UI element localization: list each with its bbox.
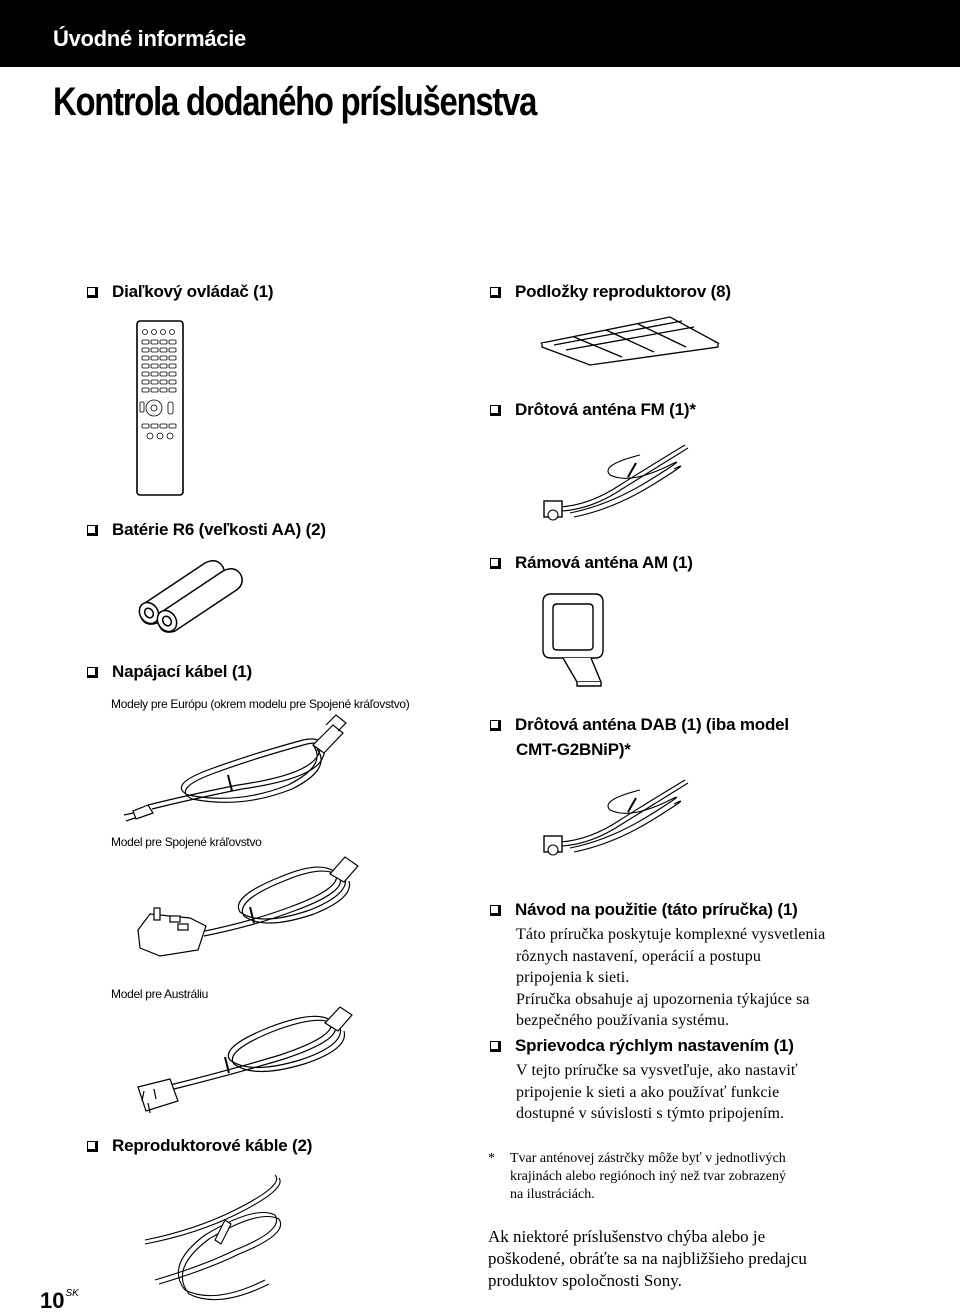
item-label: Reproduktorové káble (2) xyxy=(112,1136,313,1155)
text-line: V tejto príručke sa vysvetľuje, ako nastaviť xyxy=(516,1062,798,1079)
remote-control-illustration xyxy=(130,318,190,498)
text-line: produktov spoločnosti Sony. xyxy=(488,1271,682,1290)
item-label: Drôtová anténa DAB (1) (iba model xyxy=(515,715,789,734)
section-title: Úvodné informácie xyxy=(53,26,246,51)
checkbox-icon xyxy=(490,558,501,569)
quick-guide-description xyxy=(516,1060,798,1125)
item-remote xyxy=(87,282,273,302)
item-label: Drôtová anténa FM (1)* xyxy=(515,400,696,419)
text-line: pripojenia k sieti. xyxy=(516,969,630,986)
footnote xyxy=(510,1150,786,1204)
section-header-bar xyxy=(0,0,960,67)
page-language: SK xyxy=(65,1288,79,1299)
text-line: pripojenie k sieti a ako používať funkcie xyxy=(516,1083,780,1101)
am-antenna-illustration xyxy=(535,590,615,688)
speaker-pads-illustration xyxy=(540,313,720,363)
speaker-cables-illustration xyxy=(135,1170,305,1310)
item-dab-antenna-line2: CMT-G2BNiP)* xyxy=(516,740,631,759)
text-line: Tvar anténovej zástrčky môže byť v jednotlivých xyxy=(510,1151,786,1166)
item-label: Sprievodca rýchlym nastavením (1) xyxy=(515,1036,794,1055)
text-line: rôznych nastavení, operácií a postupu xyxy=(516,947,761,965)
text-line: Príručka obsahuje aj upozornenia týkajúce sa xyxy=(516,990,810,1008)
text-line: dostupné v súvislosti s týmto pripojením. xyxy=(516,1105,785,1122)
note-uk: Model pre Spojené kráľovstvo xyxy=(111,835,262,849)
text-line: Táto príručka poskytuje komplexné vysvetlenia xyxy=(516,926,826,943)
checkbox-icon xyxy=(490,405,501,416)
page-number xyxy=(40,1288,79,1314)
item-label: Napájací kábel (1) xyxy=(112,662,253,681)
checkbox-icon xyxy=(490,720,501,731)
checkbox-icon xyxy=(87,287,98,298)
item-am-antenna xyxy=(490,553,693,573)
text-line: bezpečného používania systému. xyxy=(516,1012,730,1029)
page-title: Kontrola dodaného príslušenstva xyxy=(53,80,537,124)
text-line: poškodené, obráťte sa na najbližšieho predajcu xyxy=(488,1249,807,1268)
batteries-illustration xyxy=(135,555,255,635)
item-manual xyxy=(490,900,798,920)
item-label: Podložky reproduktorov (8) xyxy=(515,282,731,301)
item-fm-antenna xyxy=(490,400,696,420)
footnote-marker: * xyxy=(488,1151,495,1166)
manual-description xyxy=(516,924,825,1032)
power-cord-eu-illustration xyxy=(128,715,358,825)
text-line: Ak niektoré príslušenstvo chýba alebo je xyxy=(488,1227,766,1246)
item-label: Batérie R6 (veľkosti AA) (2) xyxy=(112,520,326,539)
item-speaker-pads xyxy=(490,282,731,302)
item-quick-guide xyxy=(490,1036,794,1056)
item-power-cord xyxy=(87,662,252,682)
item-dab-antenna xyxy=(490,715,789,735)
note-australia: Model pre Austráliu xyxy=(111,987,209,1001)
checkbox-icon xyxy=(490,1041,501,1052)
fm-antenna-illustration xyxy=(540,435,700,535)
checkbox-icon xyxy=(490,905,501,916)
item-label: Diaľkový ovládač (1) xyxy=(112,282,274,301)
note-europe: Modely pre Európu (okrem modelu pre Spojené kráľovstvo) xyxy=(111,697,410,711)
checkbox-icon xyxy=(87,1141,98,1152)
checkbox-icon xyxy=(87,525,98,536)
closing-note xyxy=(488,1226,807,1292)
page-number-value: 10 xyxy=(40,1288,65,1313)
item-label: Rámová anténa AM (1) xyxy=(515,553,693,572)
text-line: krajinách alebo regiónoch iný než tvar zobrazený xyxy=(510,1169,786,1184)
power-cord-uk-illustration xyxy=(130,852,360,972)
checkbox-icon xyxy=(490,287,501,298)
item-batteries xyxy=(87,520,326,540)
text-line: na ilustráciách. xyxy=(510,1187,595,1202)
item-label: Návod na použitie (táto príručka) (1) xyxy=(515,900,798,919)
dab-antenna-illustration xyxy=(540,770,700,870)
power-cord-au-illustration xyxy=(130,1005,360,1120)
item-speaker-cables xyxy=(87,1136,312,1156)
checkbox-icon xyxy=(87,667,98,678)
